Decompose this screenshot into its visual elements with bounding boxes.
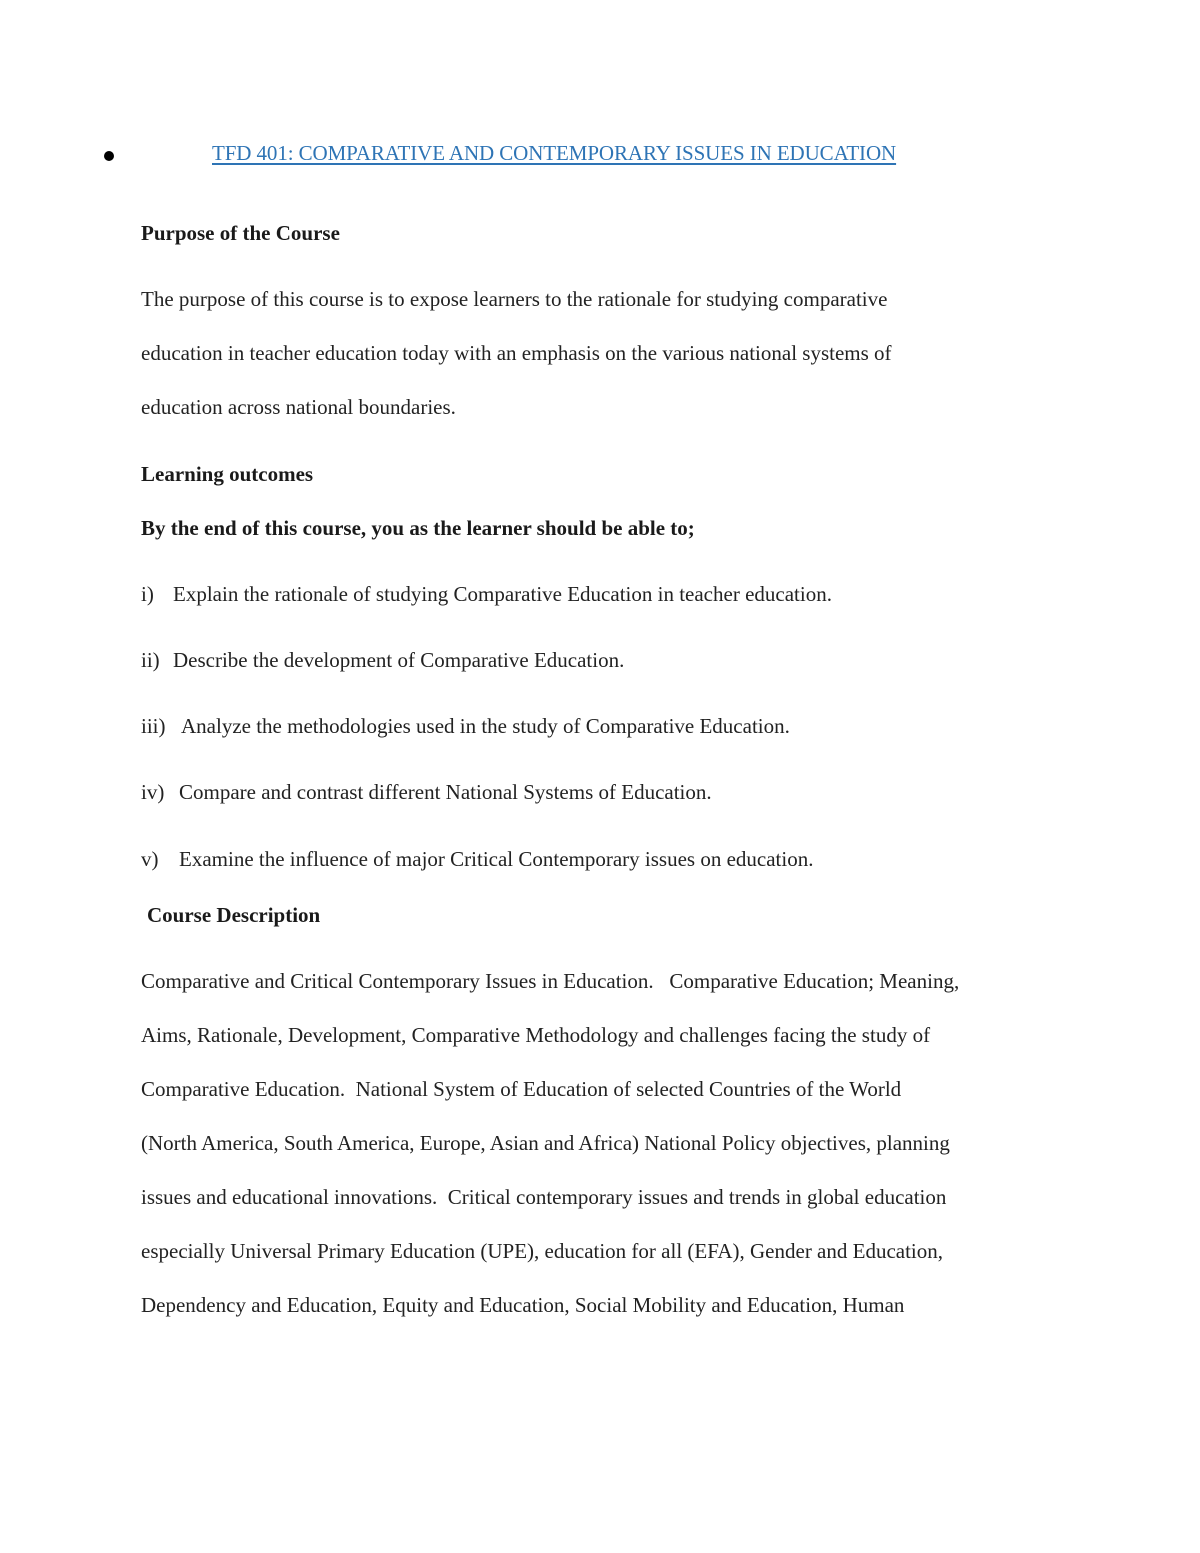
purpose-line-3: education across national boundaries. xyxy=(141,395,456,419)
outcome-text: Explain the rationale of studying Comparative Education in teacher education. xyxy=(173,582,832,606)
purpose-heading: Purpose of the Course xyxy=(141,221,340,245)
description-line-7: Dependency and Education, Equity and Education, Social Mobility and Education, Human xyxy=(141,1293,905,1317)
outcome-number: v) xyxy=(141,847,159,871)
outcome-item xyxy=(141,582,832,607)
course-title-link[interactable]: TFD 401: COMPARATIVE AND CONTEMPORARY ISSUES IN EDUCATION xyxy=(212,141,897,165)
description-line-5: issues and educational innovations. Critical contemporary issues and trends in global education xyxy=(141,1185,947,1209)
description-heading: Course Description xyxy=(147,903,321,927)
description-line-1: Comparative and Critical Contemporary Issues in Education. Comparative Education; Meaning, xyxy=(141,969,960,993)
description-line-2: Aims, Rationale, Development, Comparative Methodology and challenges facing the study of xyxy=(141,1023,931,1047)
outcome-item xyxy=(141,847,813,872)
outcome-item xyxy=(141,780,712,805)
description-line-3: Comparative Education. National System of Education of selected Countries of the World xyxy=(141,1077,902,1101)
outcome-item xyxy=(141,714,790,739)
outcome-text: Compare and contrast different National Systems of Education. xyxy=(179,780,712,804)
outcome-number: iv) xyxy=(141,780,165,804)
outcome-number: ii) xyxy=(141,648,160,672)
outcome-item xyxy=(141,648,624,673)
bullet-icon xyxy=(104,151,114,161)
outcome-number: i) xyxy=(141,582,154,606)
description-line-4: (North America, South America, Europe, Asian and Africa) National Policy objectives, planning xyxy=(141,1131,950,1155)
description-line-6: especially Universal Primary Education (UPE), education for all (EFA), Gender and Education, xyxy=(141,1239,944,1263)
outcome-number: iii) xyxy=(141,714,166,738)
purpose-line-1: The purpose of this course is to expose learners to the rationale for studying comparative xyxy=(141,287,888,311)
outcome-text: Examine the influence of major Critical Contemporary issues on education. xyxy=(179,847,814,871)
outcomes-intro: By the end of this course, you as the learner should be able to; xyxy=(141,516,695,540)
outcome-text: Describe the development of Comparative Education. xyxy=(173,648,625,672)
purpose-line-2: education in teacher education today with an emphasis on the various national systems of xyxy=(141,341,892,365)
outcomes-heading: Learning outcomes xyxy=(141,462,314,486)
outcome-text: Analyze the methodologies used in the study of Comparative Education. xyxy=(181,714,790,738)
